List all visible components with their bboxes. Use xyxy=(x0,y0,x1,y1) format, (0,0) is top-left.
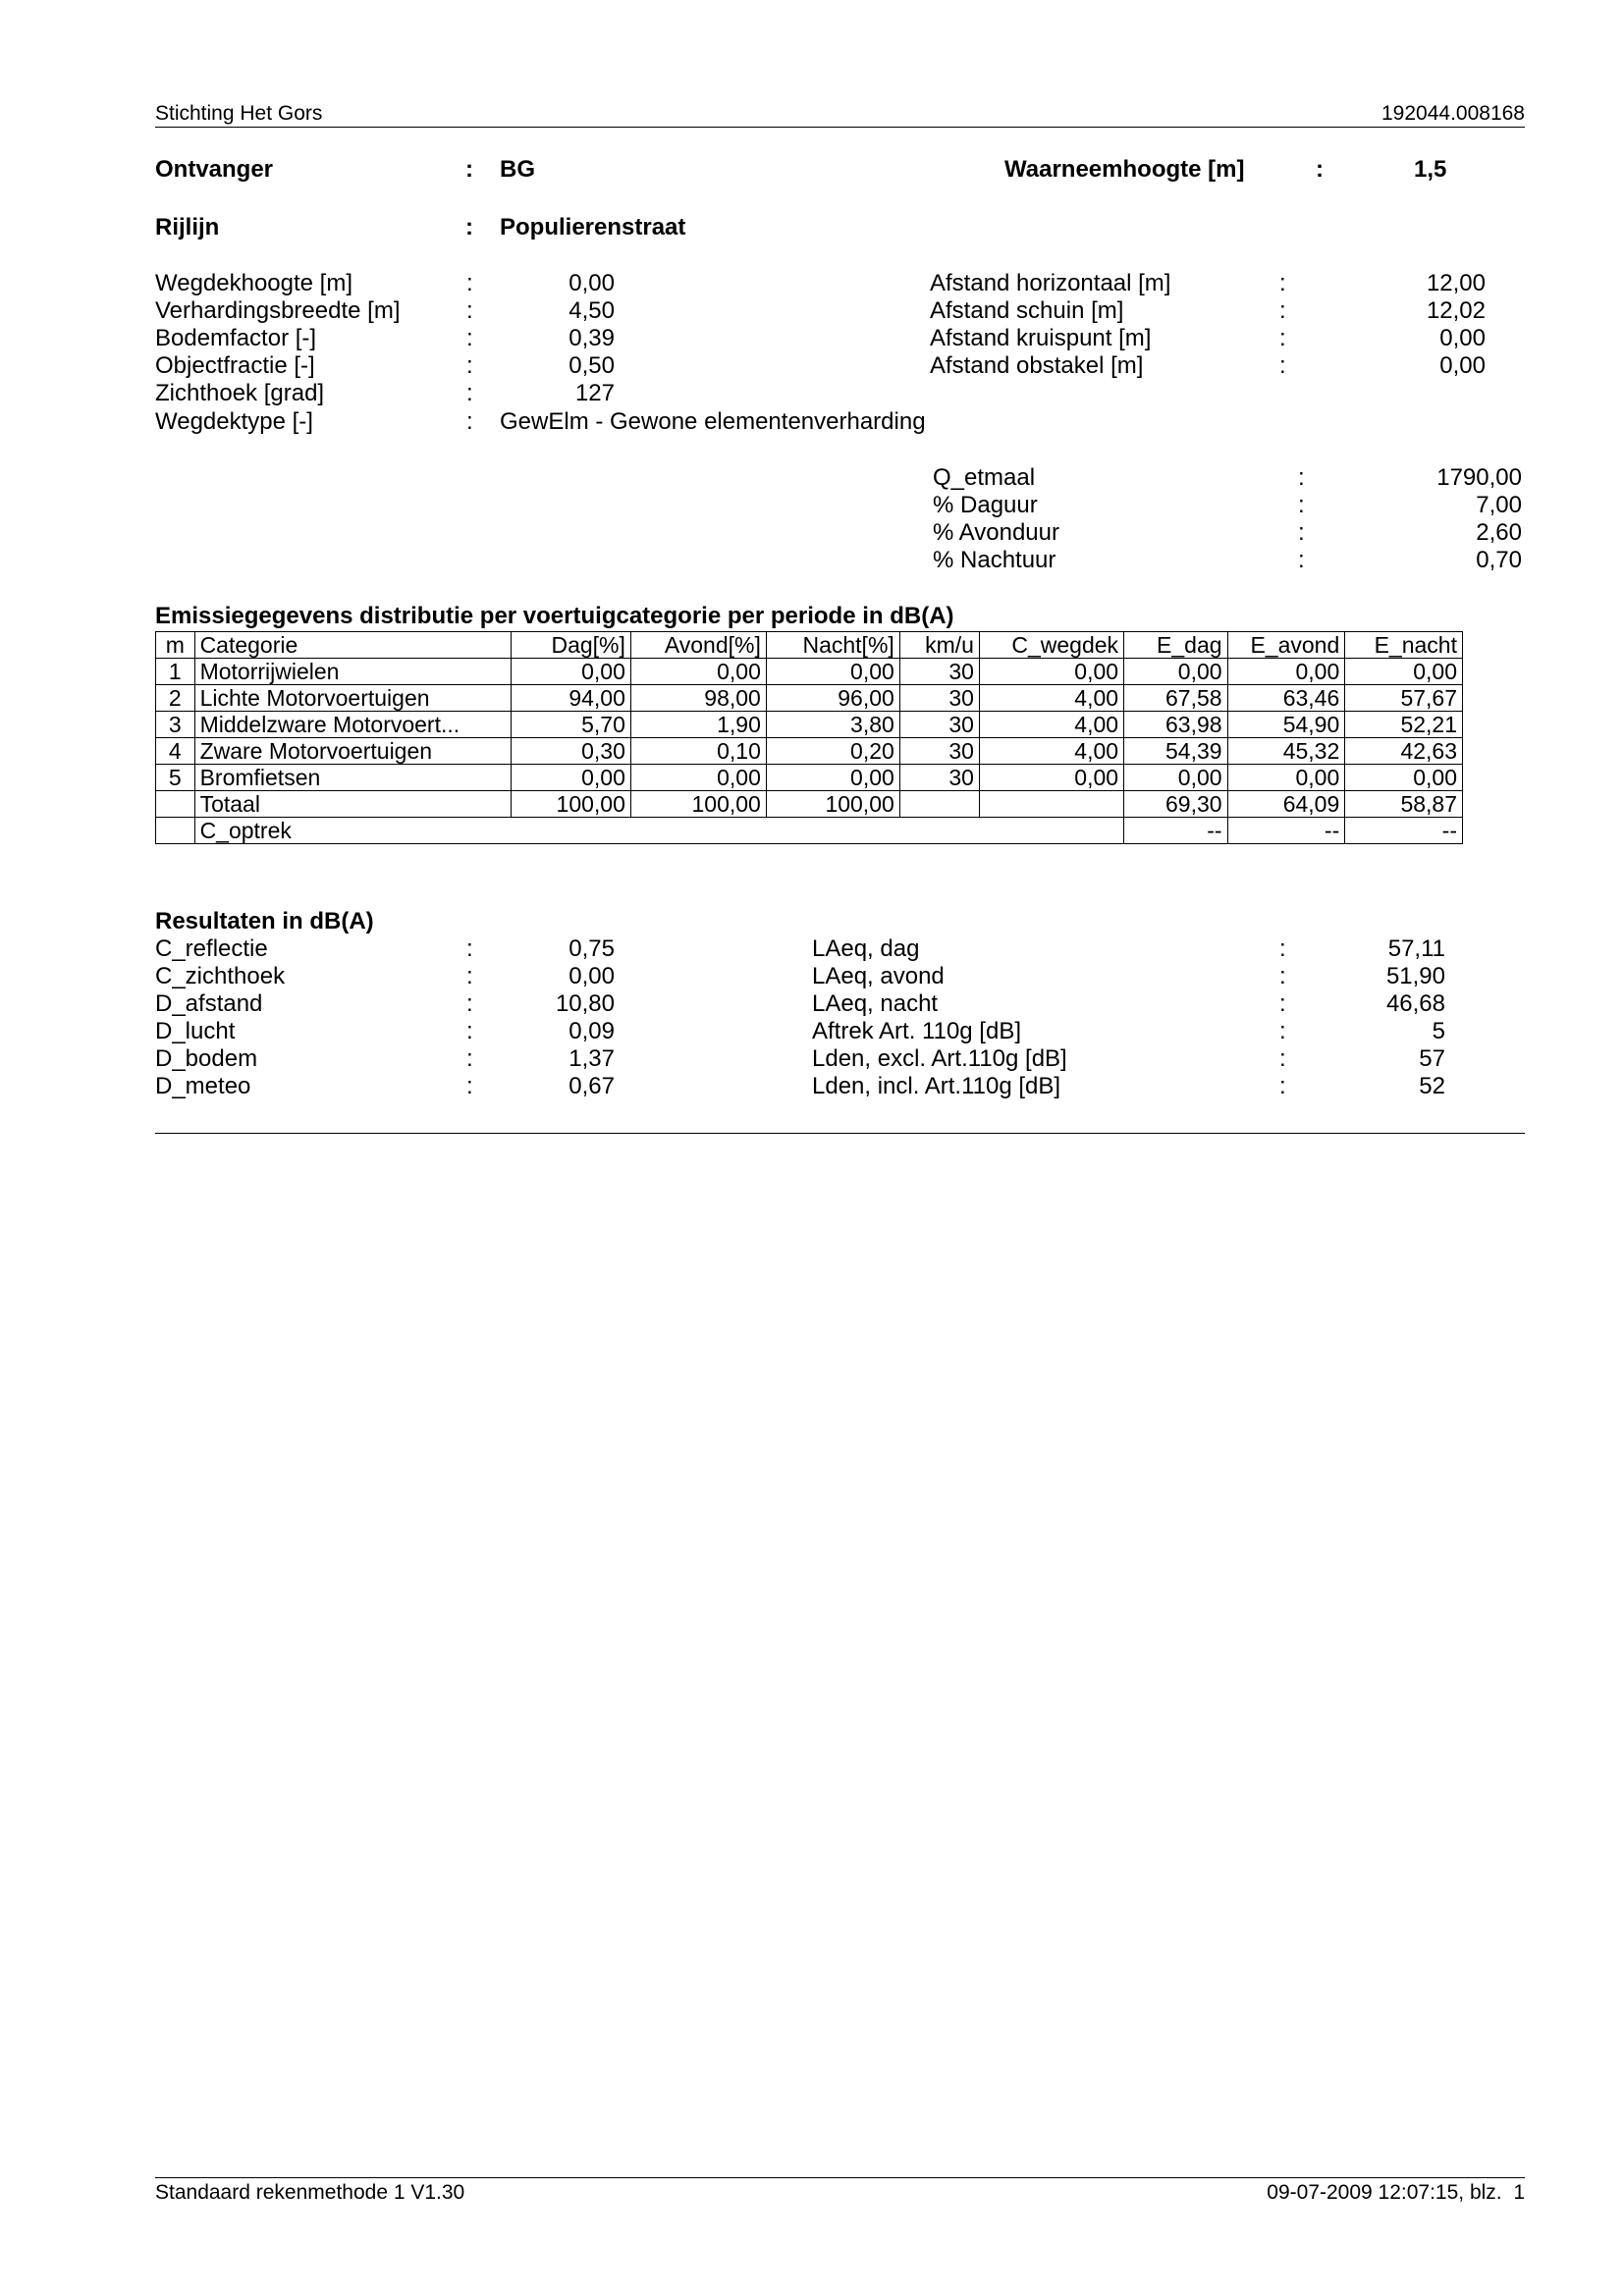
result-label: D_meteo xyxy=(155,1073,251,1099)
col-header: C_wegdek xyxy=(979,632,1123,659)
result-value: 10,80 xyxy=(555,990,615,1017)
table-cell: 30 xyxy=(899,659,979,685)
col-header: E_nacht xyxy=(1345,632,1463,659)
results-rule xyxy=(155,1133,1525,1134)
table-cell: 45,32 xyxy=(1227,738,1345,765)
col-header: E_avond xyxy=(1227,632,1345,659)
receiver-value: BG xyxy=(500,156,535,183)
result-value: 0,67 xyxy=(568,1073,615,1099)
table-cell: 2 xyxy=(156,685,195,712)
road-label: Rijlijn xyxy=(155,214,220,240)
result-label: LAeq, dag xyxy=(812,935,920,962)
param-colon: : xyxy=(466,270,473,296)
param-label: Verhardingsbreedte [m] xyxy=(155,297,401,324)
table-cell: 52,21 xyxy=(1345,712,1463,738)
table-cell: 4,00 xyxy=(979,712,1123,738)
result-value: 1,37 xyxy=(568,1045,615,1072)
traffic-colon: : xyxy=(1298,547,1305,573)
distance-colon: : xyxy=(1279,297,1286,324)
param-value: 0,50 xyxy=(568,352,615,379)
table-cell: 0,00 xyxy=(1345,659,1463,685)
footer-timestamp: 09-07-2009 12:07:15, blz. 1 xyxy=(1267,2181,1525,2204)
traffic-label: Q_etmaal xyxy=(933,464,1036,491)
col-header: Categorie xyxy=(194,632,512,659)
table-row xyxy=(156,659,1463,685)
table-cell: 63,98 xyxy=(1124,712,1228,738)
result-value: 0,75 xyxy=(568,935,615,962)
table-cell: Totaal xyxy=(194,791,512,818)
table-cell xyxy=(899,791,979,818)
table-cell: -- xyxy=(1227,818,1345,844)
result-colon: : xyxy=(1279,1045,1286,1072)
table-cell: 4,00 xyxy=(979,738,1123,765)
col-header: E_dag xyxy=(1124,632,1228,659)
traffic-label: % Daguur xyxy=(933,492,1038,518)
table-cell: 64,09 xyxy=(1227,791,1345,818)
result-value: 5 xyxy=(1432,1018,1445,1044)
table-row xyxy=(156,765,1463,791)
param-colon: : xyxy=(466,297,473,324)
result-label: D_lucht xyxy=(155,1018,236,1044)
results-title: Resultaten in dB(A) xyxy=(155,908,374,934)
distance-label: Afstand schuin [m] xyxy=(930,297,1124,324)
distance-label: Afstand obstakel [m] xyxy=(930,352,1144,379)
distance-colon: : xyxy=(1279,352,1286,379)
traffic-value: 7,00 xyxy=(1476,492,1522,518)
param-colon: : xyxy=(466,325,473,351)
result-colon: : xyxy=(466,1045,473,1072)
param-value: GewElm - Gewone elementenverharding xyxy=(500,408,926,435)
table-cell: 0,00 xyxy=(766,765,899,791)
result-colon: : xyxy=(1279,963,1286,989)
emission-table xyxy=(155,631,1463,844)
table-cell xyxy=(979,791,1123,818)
table-cell: 0,00 xyxy=(1227,659,1345,685)
table-cell: 0,00 xyxy=(1124,765,1228,791)
table-cell: Lichte Motorvoertuigen xyxy=(194,685,512,712)
result-value: 57,11 xyxy=(1387,935,1445,962)
distance-label: Afstand horizontaal [m] xyxy=(930,270,1171,296)
table-cell: 0,20 xyxy=(766,738,899,765)
table-cell: 3 xyxy=(156,712,195,738)
table-cell: 58,87 xyxy=(1345,791,1463,818)
table-cell: 0,00 xyxy=(630,765,766,791)
table-cell: Zware Motorvoertuigen xyxy=(194,738,512,765)
emission-title: Emissiegegevens distributie per voertuigcategorie per periode in dB(A) xyxy=(155,603,954,629)
result-colon: : xyxy=(1279,935,1286,962)
table-header-row xyxy=(156,632,1463,659)
footer-method: Standaard rekenmethode 1 V1.30 xyxy=(155,2181,465,2204)
table-cell: 0,30 xyxy=(512,738,631,765)
col-header: Dag[%] xyxy=(512,632,631,659)
traffic-colon: : xyxy=(1298,464,1305,491)
observation-height-value: 1,5 xyxy=(1414,156,1447,183)
result-label: Aftrek Art. 110g [dB] xyxy=(812,1018,1021,1044)
result-value: 0,09 xyxy=(568,1018,615,1044)
table-cell: 0,00 xyxy=(1227,765,1345,791)
param-colon: : xyxy=(466,408,473,435)
traffic-label: % Avonduur xyxy=(933,519,1059,546)
distance-value: 0,00 xyxy=(1439,325,1486,351)
distance-value: 12,02 xyxy=(1426,297,1486,324)
result-colon: : xyxy=(466,935,473,962)
table-cell: 5 xyxy=(156,765,195,791)
param-label: Zichthoek [grad] xyxy=(155,380,325,406)
result-colon: : xyxy=(1279,1018,1286,1044)
result-value: 46,68 xyxy=(1385,990,1445,1017)
result-value: 52 xyxy=(1419,1073,1445,1099)
param-label: Wegdekhoogte [m] xyxy=(155,270,353,296)
footer-rule xyxy=(155,2177,1525,2178)
result-label: C_zichthoek xyxy=(155,963,286,989)
traffic-colon: : xyxy=(1298,492,1305,518)
table-cell: 30 xyxy=(899,685,979,712)
table-cell: C_optrek xyxy=(194,818,1123,844)
traffic-value: 0,70 xyxy=(1476,547,1522,573)
table-cell: 0,00 xyxy=(766,659,899,685)
distance-label: Afstand kruispunt [m] xyxy=(930,325,1152,351)
road-colon: : xyxy=(465,214,473,240)
param-label: Objectfractie [-] xyxy=(155,352,315,379)
table-cell: 63,46 xyxy=(1227,685,1345,712)
traffic-label: % Nachtuur xyxy=(933,547,1056,573)
table-cell xyxy=(156,818,195,844)
table-cell: Motorrijwielen xyxy=(194,659,512,685)
table-cell: 0,00 xyxy=(1345,765,1463,791)
table-cell: 0,00 xyxy=(630,659,766,685)
param-value: 4,50 xyxy=(568,297,615,324)
table-cell: 54,90 xyxy=(1227,712,1345,738)
param-colon: : xyxy=(466,352,473,379)
param-label: Wegdektype [-] xyxy=(155,408,313,435)
table-cell: 3,80 xyxy=(766,712,899,738)
table-cell: 30 xyxy=(899,765,979,791)
distance-value: 12,00 xyxy=(1426,270,1486,296)
road-value: Populierenstraat xyxy=(500,214,686,240)
param-value: 0,00 xyxy=(568,270,615,296)
table-cell: 0,00 xyxy=(512,765,631,791)
col-header: km/u xyxy=(899,632,979,659)
table-cell: 98,00 xyxy=(630,685,766,712)
table-cell: 0,10 xyxy=(630,738,766,765)
table-cell xyxy=(156,791,195,818)
table-row xyxy=(156,738,1463,765)
header-organization: Stichting Het Gors xyxy=(155,102,323,125)
table-cell: 0,00 xyxy=(512,659,631,685)
table-cell: 67,58 xyxy=(1124,685,1228,712)
observation-height-label: Waarneemhoogte [m] xyxy=(1004,156,1245,183)
distance-colon: : xyxy=(1279,325,1286,351)
table-cell: 4 xyxy=(156,738,195,765)
col-header: m xyxy=(156,632,195,659)
table-cell: 69,30 xyxy=(1124,791,1228,818)
result-label: C_reflectie xyxy=(155,935,268,962)
table-cell: 30 xyxy=(899,712,979,738)
table-cell: 94,00 xyxy=(512,685,631,712)
table-cell: Middelzware Motorvoert... xyxy=(194,712,512,738)
table-cell: -- xyxy=(1124,818,1228,844)
result-colon: : xyxy=(466,963,473,989)
result-colon: : xyxy=(1279,990,1286,1017)
table-cell: 42,63 xyxy=(1345,738,1463,765)
traffic-value: 1790,00 xyxy=(1436,464,1522,491)
result-colon: : xyxy=(466,990,473,1017)
table-cell: 1,90 xyxy=(630,712,766,738)
table-optrek-row xyxy=(156,818,1463,844)
table-cell: 1 xyxy=(156,659,195,685)
param-value: 127 xyxy=(574,380,615,406)
table-cell: 100,00 xyxy=(766,791,899,818)
header-document-number: 192044.008168 xyxy=(1381,102,1525,125)
table-cell: 57,67 xyxy=(1345,685,1463,712)
result-label: Lden, excl. Art.110g [dB] xyxy=(812,1045,1067,1072)
table-cell: 5,70 xyxy=(512,712,631,738)
table-cell: 30 xyxy=(899,738,979,765)
param-value: 0,39 xyxy=(568,325,615,351)
result-colon: : xyxy=(1279,1073,1286,1099)
table-cell: 54,39 xyxy=(1124,738,1228,765)
result-value: 57 xyxy=(1419,1045,1445,1072)
header-rule xyxy=(155,127,1525,128)
table-cell: 0,00 xyxy=(979,765,1123,791)
result-value: 0,00 xyxy=(568,963,615,989)
table-cell: 96,00 xyxy=(766,685,899,712)
table-cell: 100,00 xyxy=(630,791,766,818)
result-label: D_afstand xyxy=(155,990,263,1017)
table-cell: Bromfietsen xyxy=(194,765,512,791)
result-label: D_bodem xyxy=(155,1045,258,1072)
table-row xyxy=(156,712,1463,738)
result-value: 51,90 xyxy=(1385,963,1445,989)
distance-colon: : xyxy=(1279,270,1286,296)
table-cell: 0,00 xyxy=(1124,659,1228,685)
result-label: Lden, incl. Art.110g [dB] xyxy=(812,1073,1061,1099)
observation-height-colon: : xyxy=(1316,156,1324,183)
param-colon: : xyxy=(466,380,473,406)
table-cell: 100,00 xyxy=(512,791,631,818)
col-header: Nacht[%] xyxy=(766,632,899,659)
result-label: LAeq, avond xyxy=(812,963,945,989)
result-colon: : xyxy=(466,1073,473,1099)
table-cell: 4,00 xyxy=(979,685,1123,712)
col-header: Avond[%] xyxy=(630,632,766,659)
distance-value: 0,00 xyxy=(1439,352,1486,379)
param-label: Bodemfactor [-] xyxy=(155,325,317,351)
traffic-colon: : xyxy=(1298,519,1305,546)
traffic-value: 2,60 xyxy=(1476,519,1522,546)
table-cell: 0,00 xyxy=(979,659,1123,685)
receiver-label: Ontvanger xyxy=(155,156,274,183)
table-cell: -- xyxy=(1345,818,1463,844)
result-label: LAeq, nacht xyxy=(812,990,939,1017)
receiver-colon: : xyxy=(465,156,473,183)
table-total-row xyxy=(156,791,1463,818)
result-colon: : xyxy=(466,1018,473,1044)
table-row xyxy=(156,685,1463,712)
